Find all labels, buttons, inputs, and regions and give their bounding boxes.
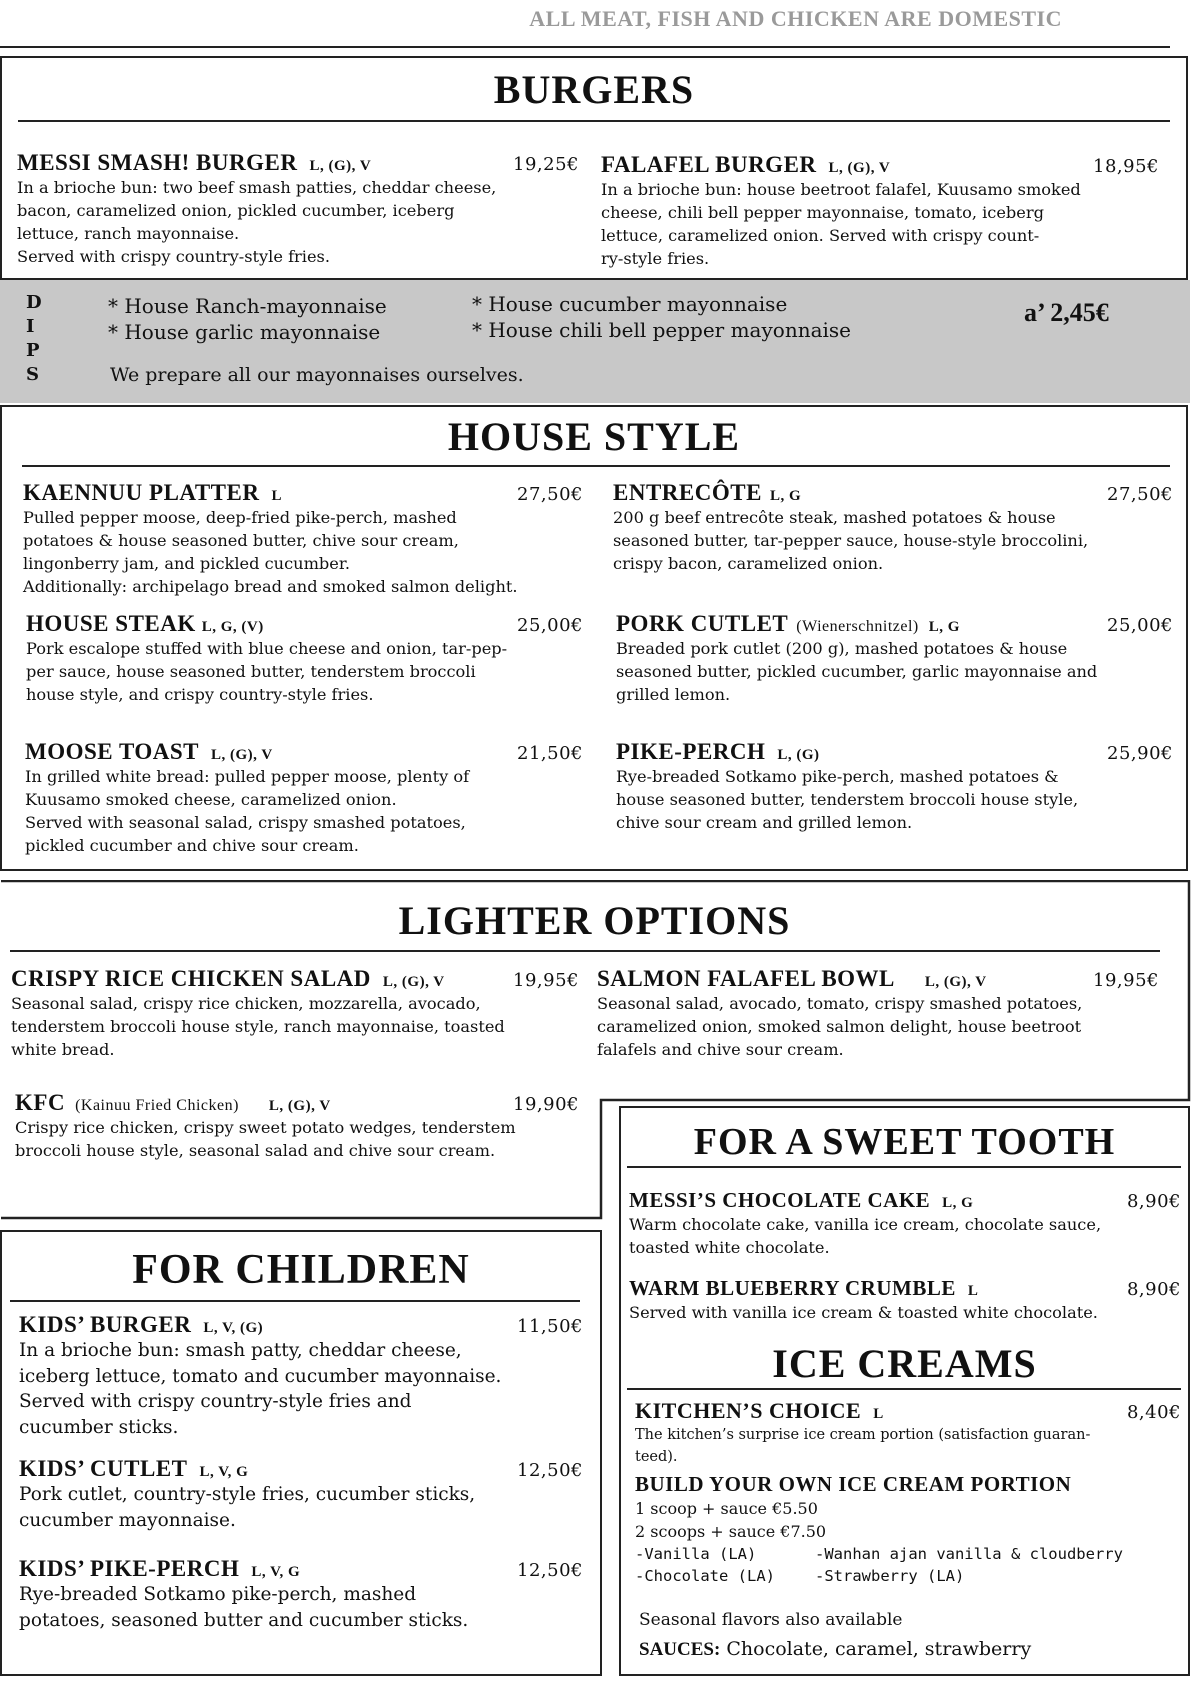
item-diet: L, G [928, 619, 960, 635]
item-price: 25,00€ [1107, 615, 1173, 636]
item-name: MESSI’S CHOCOLATE CAKE [629, 1188, 931, 1212]
burgers-section [0, 56, 1188, 280]
item-name: KFC [15, 1090, 66, 1115]
item-description: The kitchen’s surprise ice cream portion (satisfaction guaran- teed). [635, 1427, 1091, 1465]
house-style-section [0, 405, 1188, 871]
item-price: 8,40€ [1126, 1402, 1181, 1423]
sauces-line: SAUCES: Chocolate, caramel, strawberry [639, 1638, 1032, 1660]
portion-option: 1 scoop + sauce €5.50 [635, 1499, 818, 1518]
item-price: 12,50€ [517, 1560, 583, 1581]
lighter-options-heading-rule [10, 950, 1160, 952]
item-price: 27,50€ [517, 484, 583, 505]
burgers-heading: BURGERS [493, 67, 695, 112]
item-price: 19,95€ [513, 970, 579, 991]
ice-creams-heading-rule [627, 1388, 1181, 1390]
item-name: KITCHEN’S CHOICE [635, 1398, 862, 1423]
item-description: Pork cutlet, country-style fries, cucumber sticks, cucumber mayonnaise. [19, 1484, 476, 1531]
item-name: WARM BLUEBERRY CRUMBLE [629, 1276, 956, 1300]
item-price: 25,90€ [1107, 743, 1173, 764]
build-title: BUILD YOUR OWN ICE CREAM PORTION [635, 1472, 1072, 1496]
item-diet: L, V, (G) [203, 1320, 264, 1336]
ice-creams-heading: ICE CREAMS [772, 1341, 1037, 1386]
menu-item-messi-smash-burger [17, 150, 579, 268]
item-diet: L, (G), V [309, 158, 372, 174]
item-price: 19,25€ [513, 154, 579, 175]
dips-letter: D [26, 292, 42, 313]
item-description: Rye-breaded Sotkamo pike-perch, mashed potatoes & house seasoned butter, tenderstem broccoli house style, chive sour cream and grilled lemon. [616, 767, 1079, 832]
item-description: In a brioche bun: smash patty, cheddar cheese, iceberg lettuce, tomato and cucumber mayonnaise. Served with crispy country-style fries and cucumber sticks. [19, 1340, 502, 1438]
children-heading-rule [10, 1300, 580, 1302]
portion-option: 2 scoops + sauce €7.50 [635, 1522, 827, 1541]
item-diet: L [873, 1406, 884, 1422]
dips-letter: I [26, 316, 35, 337]
item-name: ENTRECÔTE [613, 480, 762, 505]
item-description: Warm chocolate cake, vanilla ice cream, chocolate sauce, toasted white chocolate. [629, 1215, 1102, 1257]
item-price: 19,95€ [1093, 970, 1159, 991]
item-description: Crispy rice chicken, crispy sweet potato wedges, tenderstem broccoli house style, seasonal salad and chive sour cream. [15, 1118, 516, 1160]
seasonal-note: Seasonal flavors also available [639, 1610, 903, 1630]
item-price: 8,90€ [1126, 1279, 1181, 1300]
item-diet: L, G [769, 488, 802, 504]
menu-item-pork-cutlet [616, 611, 1173, 706]
item-diet: L, G, (V) [201, 619, 264, 635]
item-name: KIDS’ PIKE-PERCH [19, 1556, 240, 1581]
dip-item: * House cucumber mayonnaise [472, 292, 788, 316]
sweet-tooth-heading: FOR A SWEET TOOTH [693, 1121, 1116, 1163]
item-note: (Wienerschnitzel) [796, 618, 919, 635]
flavor: -Vanilla (LA) [635, 1545, 757, 1563]
item-price: 11,50€ [517, 1316, 583, 1337]
item-name: MESSI SMASH! BURGER [17, 150, 298, 175]
item-name: PORK CUTLET [616, 611, 789, 636]
menu-item-pike-perch [616, 739, 1173, 834]
dip-item: * House Ranch-mayonnaise [108, 294, 387, 318]
dip-item: * House garlic mayonnaise [108, 320, 381, 344]
item-name: FALAFEL BURGER [601, 152, 817, 177]
flavor-list [635, 1543, 1181, 1589]
menu-item-kids-cutlet [19, 1456, 583, 1533]
menu-item-blueberry-crumble [629, 1276, 1181, 1324]
menu-item-kids-burger [19, 1312, 583, 1440]
dip-item: * House chili bell pepper mayonnaise [472, 318, 852, 342]
item-description: Seasonal salad, avocado, tomato, crispy smashed potatoes, caramelized onion, smoked salmon delight, house beetroot falafels and chive sour cream. [597, 994, 1083, 1059]
item-price: 12,50€ [517, 1460, 583, 1481]
item-diet: L, V, G [251, 1564, 301, 1580]
item-description: In grilled white bread: pulled pepper moose, plenty of Kuusamo smoked cheese, caramelized onion. Served with seasonal salad, crispy smashed potatoes, pickled cucumber and chive sour cream. [25, 767, 470, 855]
menu-item-falafel-burger [601, 152, 1159, 270]
dips-note: We prepare all our mayonnaises ourselves. [110, 364, 524, 386]
item-price: 8,90€ [1126, 1191, 1181, 1212]
menu-item-kids-pike-perch [19, 1556, 583, 1633]
item-diet: L [271, 488, 282, 504]
menu-item-kaennuu-platter [23, 480, 583, 598]
build-your-own-portion [635, 1472, 1181, 1589]
house-style-heading-rule [22, 465, 1170, 467]
item-price: 27,50€ [1107, 484, 1173, 505]
item-description: Served with vanilla ice cream & toasted white chocolate. [629, 1303, 1098, 1322]
menu-item-crispy-rice-chicken-salad [11, 966, 579, 1061]
menu-item-chocolate-cake [629, 1188, 1181, 1259]
menu-item-house-steak [26, 611, 583, 706]
item-name: HOUSE STEAK [26, 611, 196, 636]
children-heading: FOR CHILDREN [132, 1247, 470, 1293]
item-diet: L, (G), V [268, 1098, 331, 1114]
top-divider [0, 46, 1170, 48]
menu-item-salmon-falafel-bowl [597, 966, 1159, 1061]
flavor: -Wanhan ajan vanilla & cloudberry [815, 1545, 1123, 1563]
menu-item-entrecote [613, 480, 1173, 575]
item-diet: L, (G), V [828, 160, 891, 176]
item-description: In a brioche bun: two beef smash patties, cheddar cheese, bacon, caramelized onion, pickled cucumber, iceberg lettuce, ranch mayonnaise. Served with crispy country-style fries. [17, 178, 497, 266]
house-style-heading: HOUSE STYLE [447, 414, 741, 459]
item-description: Pulled pepper moose, deep-fried pike-perch, mashed potatoes & house seasoned butter, chive sour cream, lingonberry jam, and pickled cucumber. Additionally: archipelago bread and smoked salmon delight. [23, 508, 518, 596]
flavor: -Strawberry (LA) [815, 1567, 965, 1585]
menu-item-kitchens-choice [635, 1398, 1181, 1468]
item-diet: L [967, 1283, 979, 1299]
item-description: In a brioche bun: house beetroot falafel, Kuusamo smoked cheese, chili bell pepper mayonnaise, tomato, iceberg lettuce, caramelized onion. Served with crispy count- ry-style fries. [601, 180, 1081, 268]
item-price: 18,95€ [1093, 156, 1159, 177]
item-name: MOOSE TOAST [25, 739, 200, 764]
domestic-notice: ALL MEAT, FISH AND CHICKEN ARE DOMESTIC [529, 6, 1062, 31]
dips-price: a’ 2,45€ [1024, 298, 1109, 327]
sweet-tooth-section [619, 1106, 1190, 1676]
item-name: KAENNUU PLATTER [23, 480, 260, 505]
item-price: 19,90€ [513, 1094, 579, 1115]
item-diet: L, V, G [199, 1464, 249, 1480]
menu-item-moose-toast [25, 739, 583, 857]
item-diet: L, (G) [777, 747, 820, 763]
item-name: SALMON FALAFEL BOWL [597, 966, 895, 991]
sweet-tooth-heading-rule [627, 1166, 1181, 1168]
item-name: KIDS’ BURGER [19, 1312, 192, 1337]
item-description: Pork escalope stuffed with blue cheese and onion, tar-pep- per sauce, house seasoned butter, tenderstem broccoli house style, and crispy country-style fries. [26, 639, 508, 704]
burgers-heading-rule [18, 120, 1170, 122]
item-diet: L, (G), V [924, 974, 987, 990]
item-diet: L, G [942, 1195, 974, 1211]
item-name: CRISPY RICE CHICKEN SALAD [11, 966, 371, 991]
children-section [0, 1230, 602, 1676]
lighter-options-heading: LIGHTER OPTIONS [398, 898, 791, 943]
item-description: 200 g beef entrecôte steak, mashed potatoes & house seasoned butter, tar-pepper sauce, house-style broccolini, crispy bacon, caramelized onion. [613, 508, 1089, 573]
item-description: Seasonal salad, crispy rice chicken, mozzarella, avocado, tenderstem broccoli house style, ranch mayonnaise, toasted white bread. [11, 994, 505, 1059]
item-name: KIDS’ CUTLET [19, 1456, 188, 1481]
item-diet: L, (G), V [382, 974, 445, 990]
item-diet: L, (G), V [211, 747, 273, 763]
item-name: PIKE-PERCH [616, 739, 766, 764]
menu-item-kfc [15, 1090, 579, 1162]
flavor: -Chocolate (LA) [635, 1567, 775, 1585]
dips-letter: P [26, 340, 40, 361]
item-description: Rye-breaded Sotkamo pike-perch, mashed potatoes, seasoned butter and cucumber sticks. [19, 1584, 469, 1631]
dips-panel [0, 280, 1190, 403]
item-description: Breaded pork cutlet (200 g), mashed potatoes & house seasoned butter, pickled cucumber, garlic mayonnaise and grilled lemon. [616, 639, 1098, 704]
dips-letter: S [26, 364, 39, 385]
item-note: (Kainuu Fried Chicken) [75, 1097, 239, 1114]
item-price: 25,00€ [517, 615, 583, 636]
item-price: 21,50€ [517, 743, 583, 764]
